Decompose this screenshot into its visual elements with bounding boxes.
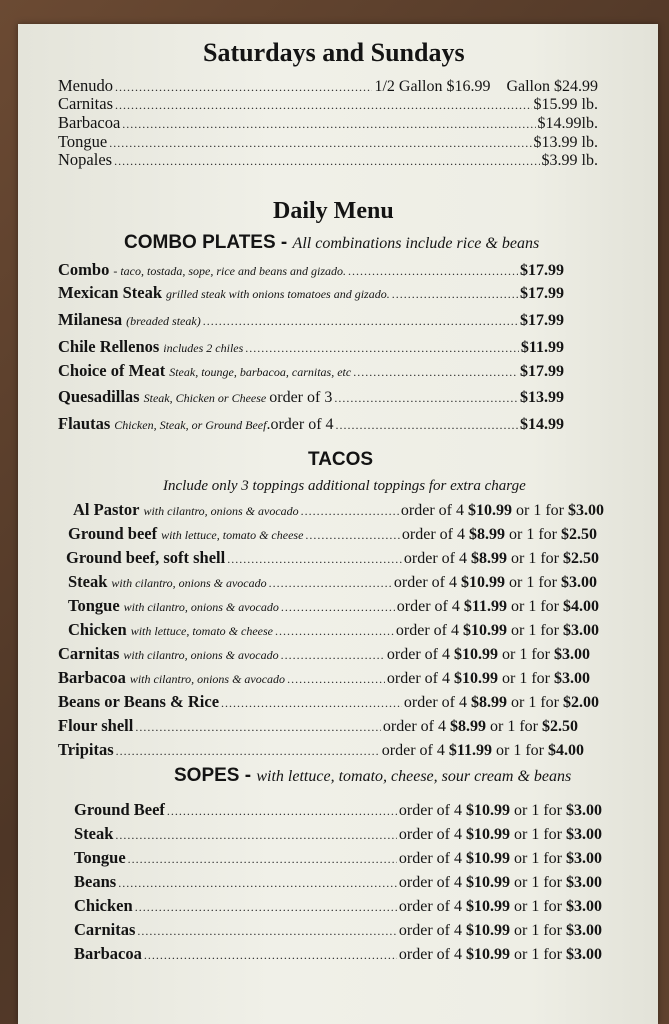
item-price-4: $10.99 [454, 670, 499, 687]
leader-dots [336, 418, 518, 433]
item-name: Beans or Beans & Rice [58, 692, 220, 711]
item-name: Carnitas [74, 920, 136, 939]
item-name: Carnitas [58, 94, 113, 113]
tacos-note: Include only 3 toppings additional toppings for extra charge [163, 478, 526, 494]
leader-dots [118, 876, 397, 891]
item-order: order of 4 [398, 874, 463, 891]
item-name: Nopales [58, 150, 113, 169]
list-item [58, 337, 564, 357]
leader-dots [137, 924, 397, 939]
weekend-title: Saturdays and Sundays [203, 38, 465, 67]
leader-dots [135, 720, 381, 735]
item-price: 1/2 Gallon $16.99 [374, 78, 491, 95]
item-price: $3.99 lb. [541, 152, 598, 169]
item-price-4: $10.99 [468, 502, 513, 519]
item-price-4: $10.99 [454, 646, 499, 663]
item-desc: Steak, Chicken or Cheese [143, 391, 267, 405]
item-name: Tongue [74, 848, 126, 867]
leader-dots [281, 648, 385, 663]
item-price: $17.99 [520, 363, 564, 380]
list-item [74, 872, 602, 892]
list-item [58, 716, 578, 736]
item-name: Beans [74, 872, 117, 891]
item-desc: with cilantro, onions & avocado [123, 600, 279, 614]
item-name: Barbacoa [74, 944, 142, 963]
item-desc: grilled steak with onions tomatoes and gizado. [166, 287, 390, 301]
leader-dots [301, 504, 399, 519]
list-item [58, 692, 599, 712]
list-item [58, 644, 590, 664]
item-price: $17.99 [520, 312, 564, 329]
list-item [58, 113, 598, 133]
leader-dots [116, 744, 380, 759]
item-price-2: Gallon $24.99 [506, 78, 598, 95]
item-order: .order of 4 [266, 416, 334, 433]
list-item [58, 310, 564, 330]
item-price: $13.99 lb. [533, 134, 598, 151]
item-price-4: $11.99 [448, 742, 493, 759]
item-name: Carnitas [58, 644, 120, 663]
item-price-1: $4.00 [548, 742, 584, 759]
item-price-1: $2.00 [563, 694, 599, 711]
item-price-1: $3.00 [566, 850, 602, 867]
item-name: Menudo [58, 76, 113, 95]
list-item [74, 848, 602, 868]
list-item [74, 800, 602, 820]
item-price: $17.99 [520, 285, 564, 302]
item-or: or 1 for [514, 850, 562, 867]
list-item [58, 414, 564, 434]
item-desc: with lettuce, tomato & cheese [130, 624, 273, 638]
item-or: or 1 for [514, 874, 562, 891]
combo-heading [124, 232, 539, 254]
item-name: Mexican Steak [58, 283, 163, 302]
item-order: order of 4 [400, 502, 465, 519]
list-item [68, 572, 597, 592]
item-price-4: $10.99 [466, 826, 511, 843]
item-or: or 1 for [509, 574, 557, 591]
item-order: order of 4 [403, 694, 468, 711]
leader-dots [122, 117, 535, 132]
item-price-1: $3.00 [566, 946, 602, 963]
item-price-4: $10.99 [466, 922, 511, 939]
item-name: Flour shell [58, 716, 134, 735]
item-or: or 1 for [490, 718, 538, 735]
leader-dots [128, 852, 397, 867]
item-name: Ground Beef [74, 800, 165, 819]
leader-dots [221, 696, 402, 711]
item-desc: with cilantro, onions & avocado [129, 672, 286, 686]
item-order: order of 4 [398, 802, 463, 819]
item-order: order of 4 [398, 898, 463, 915]
list-item [58, 94, 598, 114]
item-price: $14.99 [520, 416, 564, 433]
leader-dots [115, 80, 372, 95]
item-price-4: $10.99 [466, 850, 511, 867]
item-or: or 1 for [514, 826, 562, 843]
item-order: order of 4 [398, 922, 463, 939]
item-price-1: $3.00 [561, 574, 597, 591]
list-item [58, 740, 584, 760]
leader-dots [275, 624, 394, 639]
item-price-1: $3.00 [568, 502, 604, 519]
item-price: $14.99lb. [537, 115, 598, 132]
item-price-1: $3.00 [554, 646, 590, 663]
item-name: Ground beef, soft shell [66, 548, 226, 567]
combo-note: All combinations include rice & beans [292, 235, 540, 252]
leader-dots [353, 365, 518, 380]
item-order: order of 4 [398, 850, 463, 867]
item-desc: with cilantro, onions & avocado [111, 576, 267, 590]
item-name: Al Pastor [73, 500, 140, 519]
list-item [74, 824, 602, 844]
item-price-4: $11.99 [463, 598, 508, 615]
item-order: order of 4 [386, 646, 451, 663]
list-item [68, 524, 597, 544]
leader-dots [245, 341, 519, 356]
item-or: or 1 for [511, 622, 559, 639]
leader-dots [269, 576, 392, 591]
item-price-1: $3.00 [566, 826, 602, 843]
list-item [74, 944, 602, 964]
item-order: order of 4 [401, 526, 466, 543]
item-or: or 1 for [496, 742, 544, 759]
item-name: Tripitas [58, 740, 114, 759]
list-item [58, 76, 598, 96]
item-name: Chicken [68, 620, 127, 639]
list-item [74, 896, 602, 916]
sopes-heading [174, 765, 571, 787]
item-or: or 1 for [502, 646, 550, 663]
leader-dots [115, 98, 532, 113]
item-name: Steak [74, 824, 114, 843]
item-price-1: $2.50 [561, 526, 597, 543]
item-order: order of 4 [396, 598, 460, 615]
sopes-note: with lettuce, tomato, cheese, sour cream & beans [256, 768, 572, 785]
item-price-4: $8.99 [450, 718, 487, 735]
item-name: Flautas [58, 414, 111, 433]
item-name: Barbacoa [58, 668, 126, 687]
item-order: order of 4 [398, 826, 463, 843]
list-item [58, 132, 598, 152]
item-or: or 1 for [516, 502, 564, 519]
item-or: or 1 for [511, 694, 559, 711]
item-or: or 1 for [509, 526, 557, 543]
item-order: order of 4 [398, 946, 463, 963]
item-order: order of 4 [382, 718, 447, 735]
item-desc: with cilantro, onions & avocado [123, 648, 279, 662]
item-price-4: $10.99 [466, 802, 511, 819]
list-item [66, 548, 599, 568]
item-name: Combo [58, 260, 110, 279]
leader-dots [348, 264, 518, 279]
item-name: Tongue [68, 596, 120, 615]
list-item [58, 283, 564, 303]
item-price: $11.99 [520, 339, 564, 356]
item-price-1: $3.00 [566, 802, 602, 819]
list-item [58, 150, 598, 170]
item-price-1: $3.00 [563, 622, 599, 639]
item-desc: with lettuce, tomato & cheese [161, 528, 304, 542]
sopes-heading-label: SOPES - [174, 765, 252, 786]
item-price-1: $3.00 [566, 922, 602, 939]
item-name: Chicken [74, 896, 133, 915]
item-price-1: $4.00 [563, 598, 599, 615]
item-price-1: $3.00 [554, 670, 590, 687]
item-name: Tongue [58, 132, 108, 151]
leader-dots [281, 600, 395, 615]
item-or: or 1 for [514, 922, 562, 939]
item-order: order of 4 [393, 574, 458, 591]
list-item [58, 260, 564, 280]
item-price-1: $3.00 [566, 874, 602, 891]
leader-dots [334, 391, 518, 406]
item-name: Chile Rellenos [58, 337, 160, 356]
item-order: order of 4 [381, 742, 445, 759]
leader-dots [305, 528, 400, 543]
item-order: order of 4 [395, 622, 460, 639]
leader-dots [167, 804, 397, 819]
leader-dots [392, 287, 518, 302]
daily-menu-title: Daily Menu [273, 198, 394, 224]
leader-dots [109, 136, 531, 151]
item-price-4: $10.99 [466, 946, 511, 963]
leader-dots [287, 672, 385, 687]
list-item [58, 668, 590, 688]
item-price-4: $10.99 [466, 898, 511, 915]
leader-dots [135, 900, 397, 915]
item-price-4: $10.99 [461, 574, 506, 591]
item-order: order of 4 [403, 550, 468, 567]
item-or: or 1 for [514, 802, 562, 819]
item-name: Milanesa [58, 310, 123, 329]
item-desc: with cilantro, onions & avocado [143, 504, 299, 518]
item-price-4: $8.99 [471, 550, 508, 567]
list-item [68, 620, 599, 640]
item-price: $13.99 [520, 389, 564, 406]
leader-dots [203, 314, 518, 329]
item-price-1: $2.50 [563, 550, 599, 567]
combo-heading-label: COMBO PLATES - [124, 232, 288, 253]
item-name: Quesadillas [58, 387, 140, 406]
list-item [73, 500, 604, 520]
item-or: or 1 for [514, 898, 562, 915]
leader-dots [227, 552, 402, 567]
item-price-4: $10.99 [463, 622, 508, 639]
leader-dots [115, 828, 397, 843]
item-price-1: $3.00 [566, 898, 602, 915]
item-name: Barbacoa [58, 113, 121, 132]
list-item [58, 361, 564, 381]
list-item [68, 596, 599, 616]
item-name: Choice of Meat [58, 361, 166, 380]
item-desc: includes 2 chiles [163, 341, 244, 355]
item-price-4: $10.99 [466, 874, 511, 891]
item-order: order of 4 [386, 670, 451, 687]
item-or: or 1 for [502, 670, 550, 687]
item-price-1: $2.50 [542, 718, 578, 735]
item-or: or 1 for [511, 598, 559, 615]
item-desc: - taco, tostada, sope, rice and beans and gizado. [113, 264, 346, 278]
item-or: or 1 for [514, 946, 562, 963]
item-desc: (breaded steak) [126, 314, 201, 328]
leader-dots [144, 948, 397, 963]
item-price-4: $8.99 [471, 694, 508, 711]
leader-dots [114, 154, 539, 169]
item-price: $17.99 [520, 262, 564, 279]
list-item [74, 920, 602, 940]
item-price: $15.99 lb. [533, 96, 598, 113]
menu-sheet [18, 24, 658, 1024]
item-order: order of 3 [269, 389, 333, 406]
item-price-4: $8.99 [469, 526, 506, 543]
item-name: Steak [68, 572, 108, 591]
item-desc: Chicken, Steak, or Ground Beef [114, 418, 267, 432]
item-desc: Steak, tounge, barbacoa, carnitas, etc [169, 365, 352, 379]
list-item [58, 387, 564, 407]
item-name: Ground beef [68, 524, 158, 543]
item-or: or 1 for [511, 550, 559, 567]
tacos-heading: TACOS [308, 449, 374, 470]
